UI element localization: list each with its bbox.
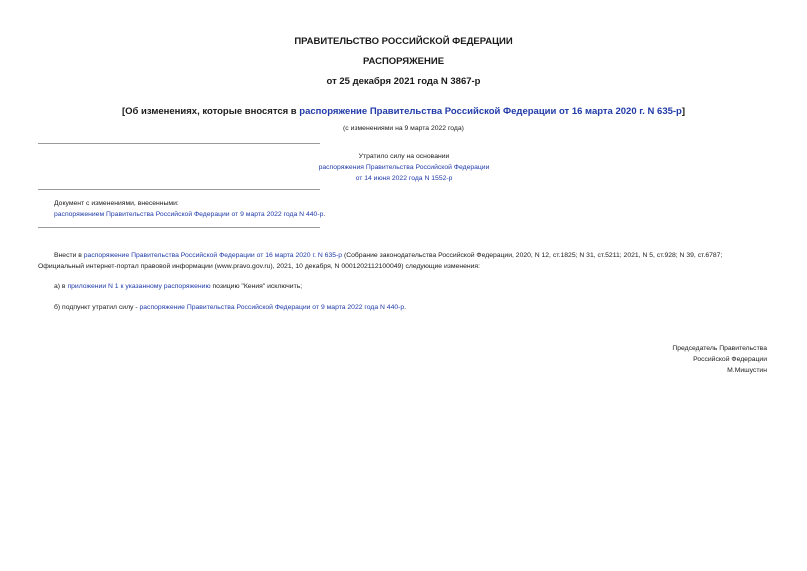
signature-title-1: Председатель Правительства	[672, 345, 767, 352]
item-b-post: .	[404, 304, 407, 311]
changes-link-line	[54, 211, 325, 218]
p1-pre: Внести в	[54, 252, 84, 259]
divider-bottom	[38, 227, 320, 228]
changes-link[interactable]: распоряжением Правительства Российской Федерации от 9 марта 2022 года N 440-р	[54, 211, 324, 218]
date-number-heading: от 25 декабря 2021 года N 3867-р	[326, 76, 481, 87]
p1-link[interactable]: распоряжение Правительства Российской Федерации от 16 марта 2020 г. N 635-р	[83, 252, 343, 259]
item-b-link[interactable]: распоряжение Правительства Российской Федерации от 9 марта 2022 года N 440-р	[139, 304, 405, 311]
signature-name: М.Мишустин	[727, 367, 767, 374]
item-b	[54, 302, 406, 313]
changes-link-tail: .	[323, 211, 326, 218]
item-b-pre: б) подпункт утратил силу -	[54, 304, 140, 311]
document-subtitle	[0, 106, 807, 117]
item-a-post: позицию "Кения" исключить;	[210, 283, 303, 290]
item-a	[54, 281, 302, 292]
doc-type-heading: РАСПОРЯЖЕНИЕ	[362, 56, 445, 67]
signature-title-2: Российской Федерации	[693, 356, 767, 363]
body-paragraph-1-line-2: Официальный интернет-портал правовой информации (www.pravo.gov.ru), 2021, 10 декабря, N 0001202112100049) следующие изменения:	[38, 263, 480, 270]
lost-force-link-1[interactable]: распоряжения Правительства Российской Федерации	[318, 164, 490, 171]
changes-label: Документ с изменениями, внесенными:	[54, 200, 179, 207]
subtitle-link[interactable]: распоряжение Правительства Российской Федерации от 16 марта 2020 г. N 635-р	[299, 106, 682, 117]
org-heading: ПРАВИТЕЛЬСТВО РОССИЙСКОЙ ФЕДЕРАЦИИ	[294, 36, 513, 47]
body-paragraph-1	[54, 250, 722, 261]
subtitle-close: ]	[681, 106, 686, 117]
item-a-link[interactable]: приложении N 1 к указанному распоряжению	[67, 283, 211, 290]
amendment-note: (с изменениями на 9 марта 2022 года)	[343, 125, 464, 132]
lost-force-text: Утратило силу на основании	[358, 153, 450, 160]
p1-post: (Собрание законодательства Российской Федерации, 2020, N 12, ст.1825; N 31, ст.5211; 2021, N 5, ст.928; N 39, ст.6787;	[342, 252, 723, 259]
subtitle-open: [Об изменениях, которые вносятся в	[121, 106, 300, 117]
divider-top	[38, 143, 320, 144]
divider-middle	[38, 189, 320, 190]
lost-force-link-2[interactable]: от 14 июня 2022 года N 1552-р	[355, 175, 453, 182]
item-a-pre: а) в	[54, 283, 68, 290]
